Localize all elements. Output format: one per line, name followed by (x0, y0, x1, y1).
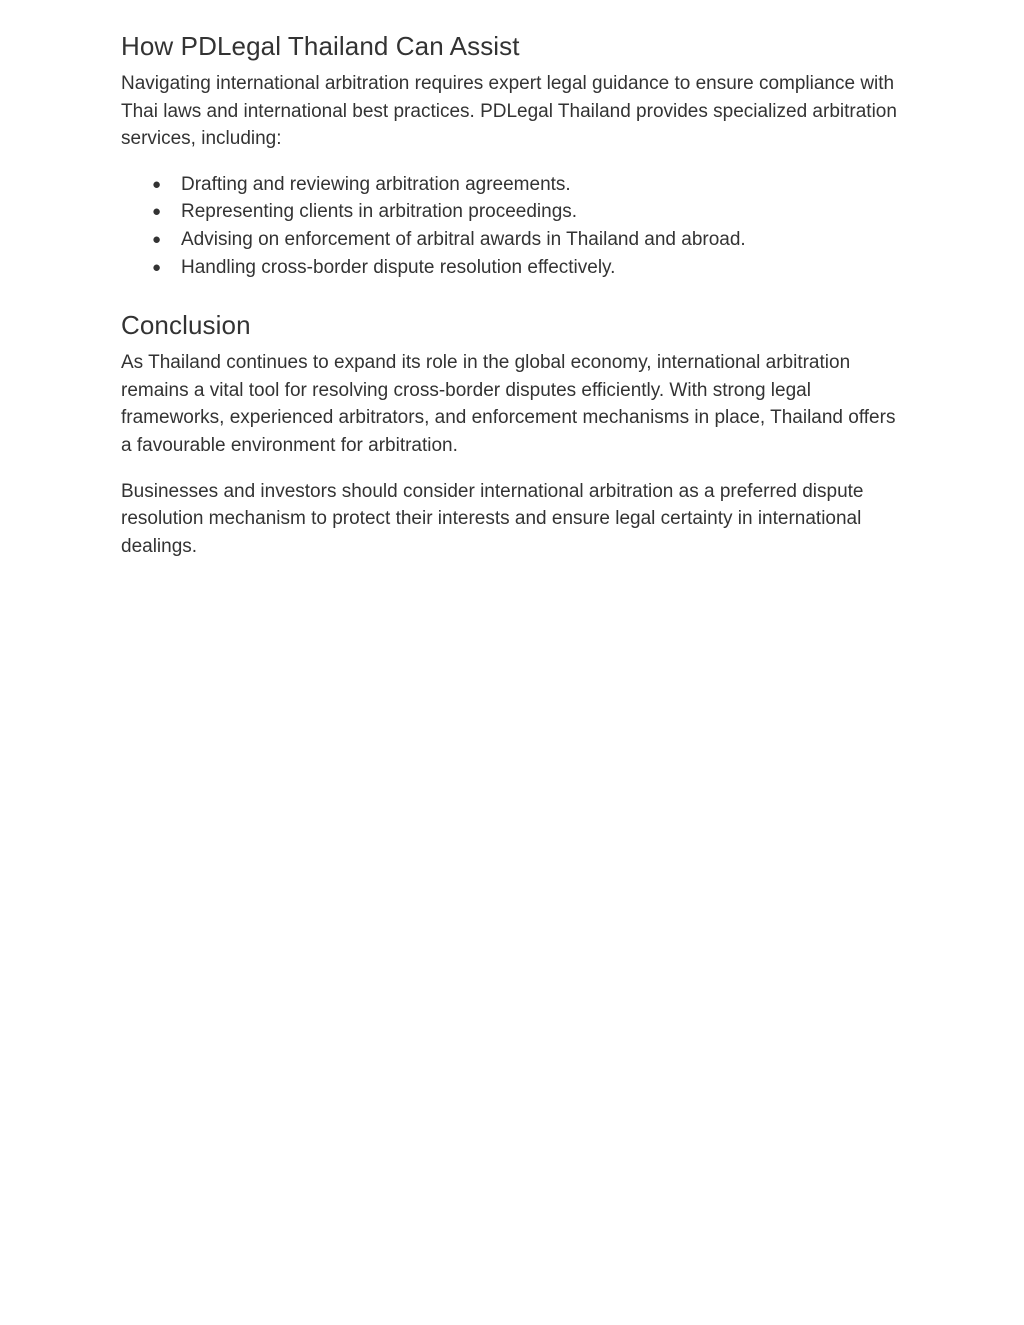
section-intro-paragraph: Navigating international arbitration requires expert legal guidance to ensure compliance with Thai laws and international best practices. PDLegal Thailand provides specialized arbitration services, including: (121, 73, 897, 150)
list-item (121, 226, 911, 254)
list-item-text: Drafting and reviewing arbitration agreements. (181, 173, 571, 195)
section-conclusion (121, 307, 911, 560)
section-heading: Conclusion (121, 310, 251, 341)
list-item-text: Handling cross-border dispute resolution effectively. (181, 256, 616, 278)
section-heading: How PDLegal Thailand Can Assist (121, 31, 520, 61)
conclusion-paragraph: Businesses and investors should consider international arbitration as a preferred dispute resolution mechanism to protect their interests and ensure legal certainty in international dealings. (121, 480, 864, 557)
list-item (121, 198, 911, 226)
list-item (121, 254, 911, 282)
section-how-pdlegal-can-assist (121, 28, 911, 281)
list-item-text: Advising on enforcement of arbitral awards in Thailand and abroad. (181, 228, 746, 250)
bullet-icon: ● (152, 203, 162, 221)
services-list (121, 171, 911, 281)
list-item-text: Representing clients in arbitration proceedings. (181, 201, 578, 223)
bullet-icon: ● (152, 175, 162, 193)
bullet-icon: ● (152, 258, 162, 276)
conclusion-paragraph: As Thailand continues to expand its role in the global economy, international arbitration remains a vital tool for resolving cross-border disputes efficiently. With strong legal frameworks, experienced arbitrators, and enforcement mechanisms in place, Thailand offers a favourable environment for arbitration. (121, 352, 896, 456)
bullet-icon: ● (152, 230, 162, 248)
list-item (121, 171, 911, 199)
document-page (121, 28, 911, 578)
